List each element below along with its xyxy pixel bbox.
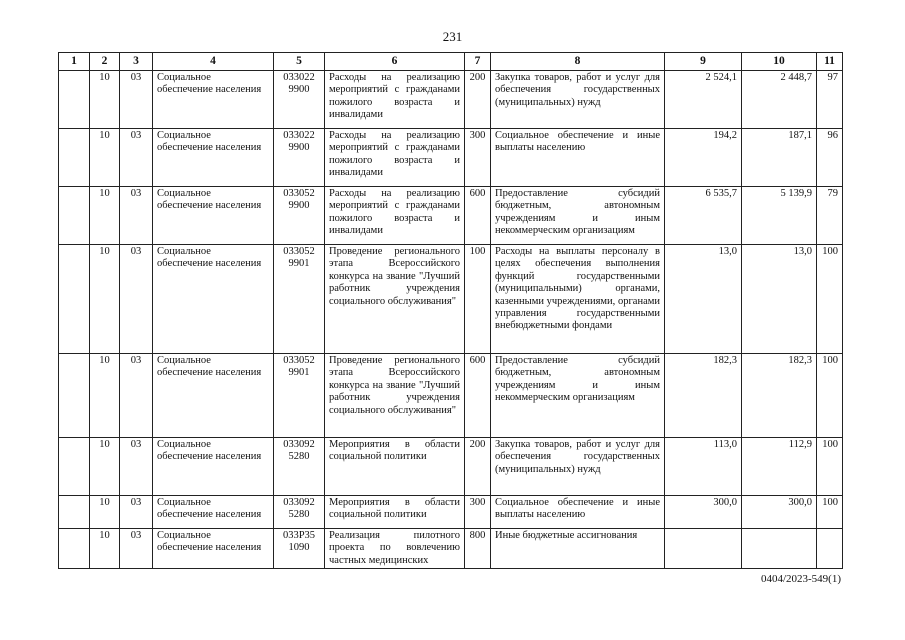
cell-percent: 100 <box>817 438 843 496</box>
cell-expense-name: Предоставление субсидий бюджетным, автономным учреждениям и иным некоммерческим организациям <box>491 354 665 438</box>
cell-target-code: 033052 9901 <box>274 245 325 354</box>
cell-expense-type: 100 <box>465 245 491 354</box>
cell-col1 <box>59 438 90 496</box>
cell-planned: 6 535,7 <box>665 187 742 245</box>
cell-subsection: 03 <box>120 354 153 438</box>
cell-percent: 100 <box>817 245 843 354</box>
cell-actual: 112,9 <box>742 438 817 496</box>
col-header-2: 2 <box>90 53 120 71</box>
cell-expense-name: Иные бюджетные ассигнования <box>491 529 665 569</box>
cell-actual: 5 139,9 <box>742 187 817 245</box>
cell-expense-name: Закупка товаров, работ и услуг для обеспечения государственных (муниципальных) нужд <box>491 71 665 129</box>
table-row <box>59 438 843 496</box>
cell-expense-name: Социальное обеспечение и иные выплаты населению <box>491 496 665 529</box>
cell-name: Социальное обеспечение населения <box>153 354 274 438</box>
cell-section: 10 <box>90 129 120 187</box>
cell-col1 <box>59 529 90 569</box>
cell-target-code: 033052 9900 <box>274 187 325 245</box>
cell-subsection: 03 <box>120 187 153 245</box>
cell-expense-type: 600 <box>465 354 491 438</box>
cell-name: Социальное обеспечение населения <box>153 129 274 187</box>
table-row <box>59 187 843 245</box>
cell-percent: 96 <box>817 129 843 187</box>
cell-subsection: 03 <box>120 529 153 569</box>
col-header-5: 5 <box>274 53 325 71</box>
cell-col1 <box>59 187 90 245</box>
table-row <box>59 71 843 129</box>
cell-expense-name: Расходы на выплаты персоналу в целях обеспечения выполнения функций государственными (муниципальными) органами, казенными учреждениями, органами управления государственными внебюджетными фондами <box>491 245 665 354</box>
cell-subsection: 03 <box>120 245 153 354</box>
cell-name: Социальное обеспечение населения <box>153 71 274 129</box>
cell-percent: 100 <box>817 496 843 529</box>
col-header-7: 7 <box>465 53 491 71</box>
table-row <box>59 245 843 354</box>
cell-target-name: Мероприятия в области социальной политики <box>325 496 465 529</box>
cell-expense-type: 300 <box>465 129 491 187</box>
cell-subsection: 03 <box>120 71 153 129</box>
cell-expense-type: 600 <box>465 187 491 245</box>
cell-target-name: Проведение регионального этапа Всероссийского конкурса на звание "Лучший работник учреждения социального обслуживания" <box>325 354 465 438</box>
cell-percent: 79 <box>817 187 843 245</box>
cell-planned: 182,3 <box>665 354 742 438</box>
cell-target-code: 033092 5280 <box>274 496 325 529</box>
cell-actual: 187,1 <box>742 129 817 187</box>
cell-planned: 113,0 <box>665 438 742 496</box>
cell-col1 <box>59 245 90 354</box>
cell-expense-name: Предоставление субсидий бюджетным, автономным учреждениям и иным некоммерческим организациям <box>491 187 665 245</box>
cell-name: Социальное обеспечение населения <box>153 529 274 569</box>
cell-col1 <box>59 354 90 438</box>
cell-expense-name: Социальное обеспечение и иные выплаты населению <box>491 129 665 187</box>
cell-target-name: Расходы на реализацию мероприятий с гражданами пожилого возраста и инвалидами <box>325 129 465 187</box>
cell-planned: 194,2 <box>665 129 742 187</box>
cell-percent <box>817 529 843 569</box>
col-header-10: 10 <box>742 53 817 71</box>
cell-target-code: 033052 9901 <box>274 354 325 438</box>
table-row <box>59 354 843 438</box>
cell-col1 <box>59 71 90 129</box>
cell-section: 10 <box>90 529 120 569</box>
cell-subsection: 03 <box>120 438 153 496</box>
col-header-8: 8 <box>491 53 665 71</box>
cell-subsection: 03 <box>120 129 153 187</box>
cell-planned: 2 524,1 <box>665 71 742 129</box>
cell-name: Социальное обеспечение населения <box>153 496 274 529</box>
cell-target-code: 033Р35 1090 <box>274 529 325 569</box>
budget-table <box>58 52 843 569</box>
table-row <box>59 496 843 529</box>
header-row <box>59 53 843 71</box>
col-header-6: 6 <box>325 53 465 71</box>
cell-actual: 300,0 <box>742 496 817 529</box>
cell-target-code: 033022 9900 <box>274 129 325 187</box>
cell-col1 <box>59 129 90 187</box>
cell-percent: 97 <box>817 71 843 129</box>
cell-name: Социальное обеспечение населения <box>153 187 274 245</box>
cell-section: 10 <box>90 496 120 529</box>
cell-subsection: 03 <box>120 496 153 529</box>
col-header-3: 3 <box>120 53 153 71</box>
cell-section: 10 <box>90 187 120 245</box>
cell-actual: 182,3 <box>742 354 817 438</box>
cell-target-code: 033022 9900 <box>274 71 325 129</box>
cell-planned: 300,0 <box>665 496 742 529</box>
cell-target-name: Реализация пилотного проекта по вовлечению частных медицинских <box>325 529 465 569</box>
col-header-1: 1 <box>59 53 90 71</box>
cell-expense-type: 300 <box>465 496 491 529</box>
cell-target-code: 033092 5280 <box>274 438 325 496</box>
cell-actual: 2 448,7 <box>742 71 817 129</box>
table-row <box>59 529 843 569</box>
cell-expense-type: 800 <box>465 529 491 569</box>
cell-section: 10 <box>90 438 120 496</box>
cell-expense-type: 200 <box>465 71 491 129</box>
page-number: 231 <box>442 29 463 44</box>
cell-expense-name: Закупка товаров, работ и услуг для обеспечения государственных (муниципальных) нужд <box>491 438 665 496</box>
cell-name: Социальное обеспечение населения <box>153 438 274 496</box>
cell-actual: 13,0 <box>742 245 817 354</box>
cell-section: 10 <box>90 245 120 354</box>
cell-target-name: Расходы на реализацию мероприятий с гражданами пожилого возраста и инвалидами <box>325 71 465 129</box>
col-header-9: 9 <box>665 53 742 71</box>
cell-percent: 100 <box>817 354 843 438</box>
document-id: 0404/2023-549(1) <box>760 573 841 585</box>
cell-name: Социальное обеспечение населения <box>153 245 274 354</box>
cell-expense-type: 200 <box>465 438 491 496</box>
cell-planned <box>665 529 742 569</box>
cell-target-name: Мероприятия в области социальной политики <box>325 438 465 496</box>
col-header-11: 11 <box>817 53 843 71</box>
table-row <box>59 129 843 187</box>
cell-section: 10 <box>90 354 120 438</box>
cell-actual <box>742 529 817 569</box>
cell-planned: 13,0 <box>665 245 742 354</box>
col-header-4: 4 <box>153 53 274 71</box>
cell-target-name: Расходы на реализацию мероприятий с гражданами пожилого возраста и инвалидами <box>325 187 465 245</box>
cell-section: 10 <box>90 71 120 129</box>
cell-target-name: Проведение регионального этапа Всероссийского конкурса на звание "Лучший работник учреждения социального обслуживания" <box>325 245 465 354</box>
cell-col1 <box>59 496 90 529</box>
